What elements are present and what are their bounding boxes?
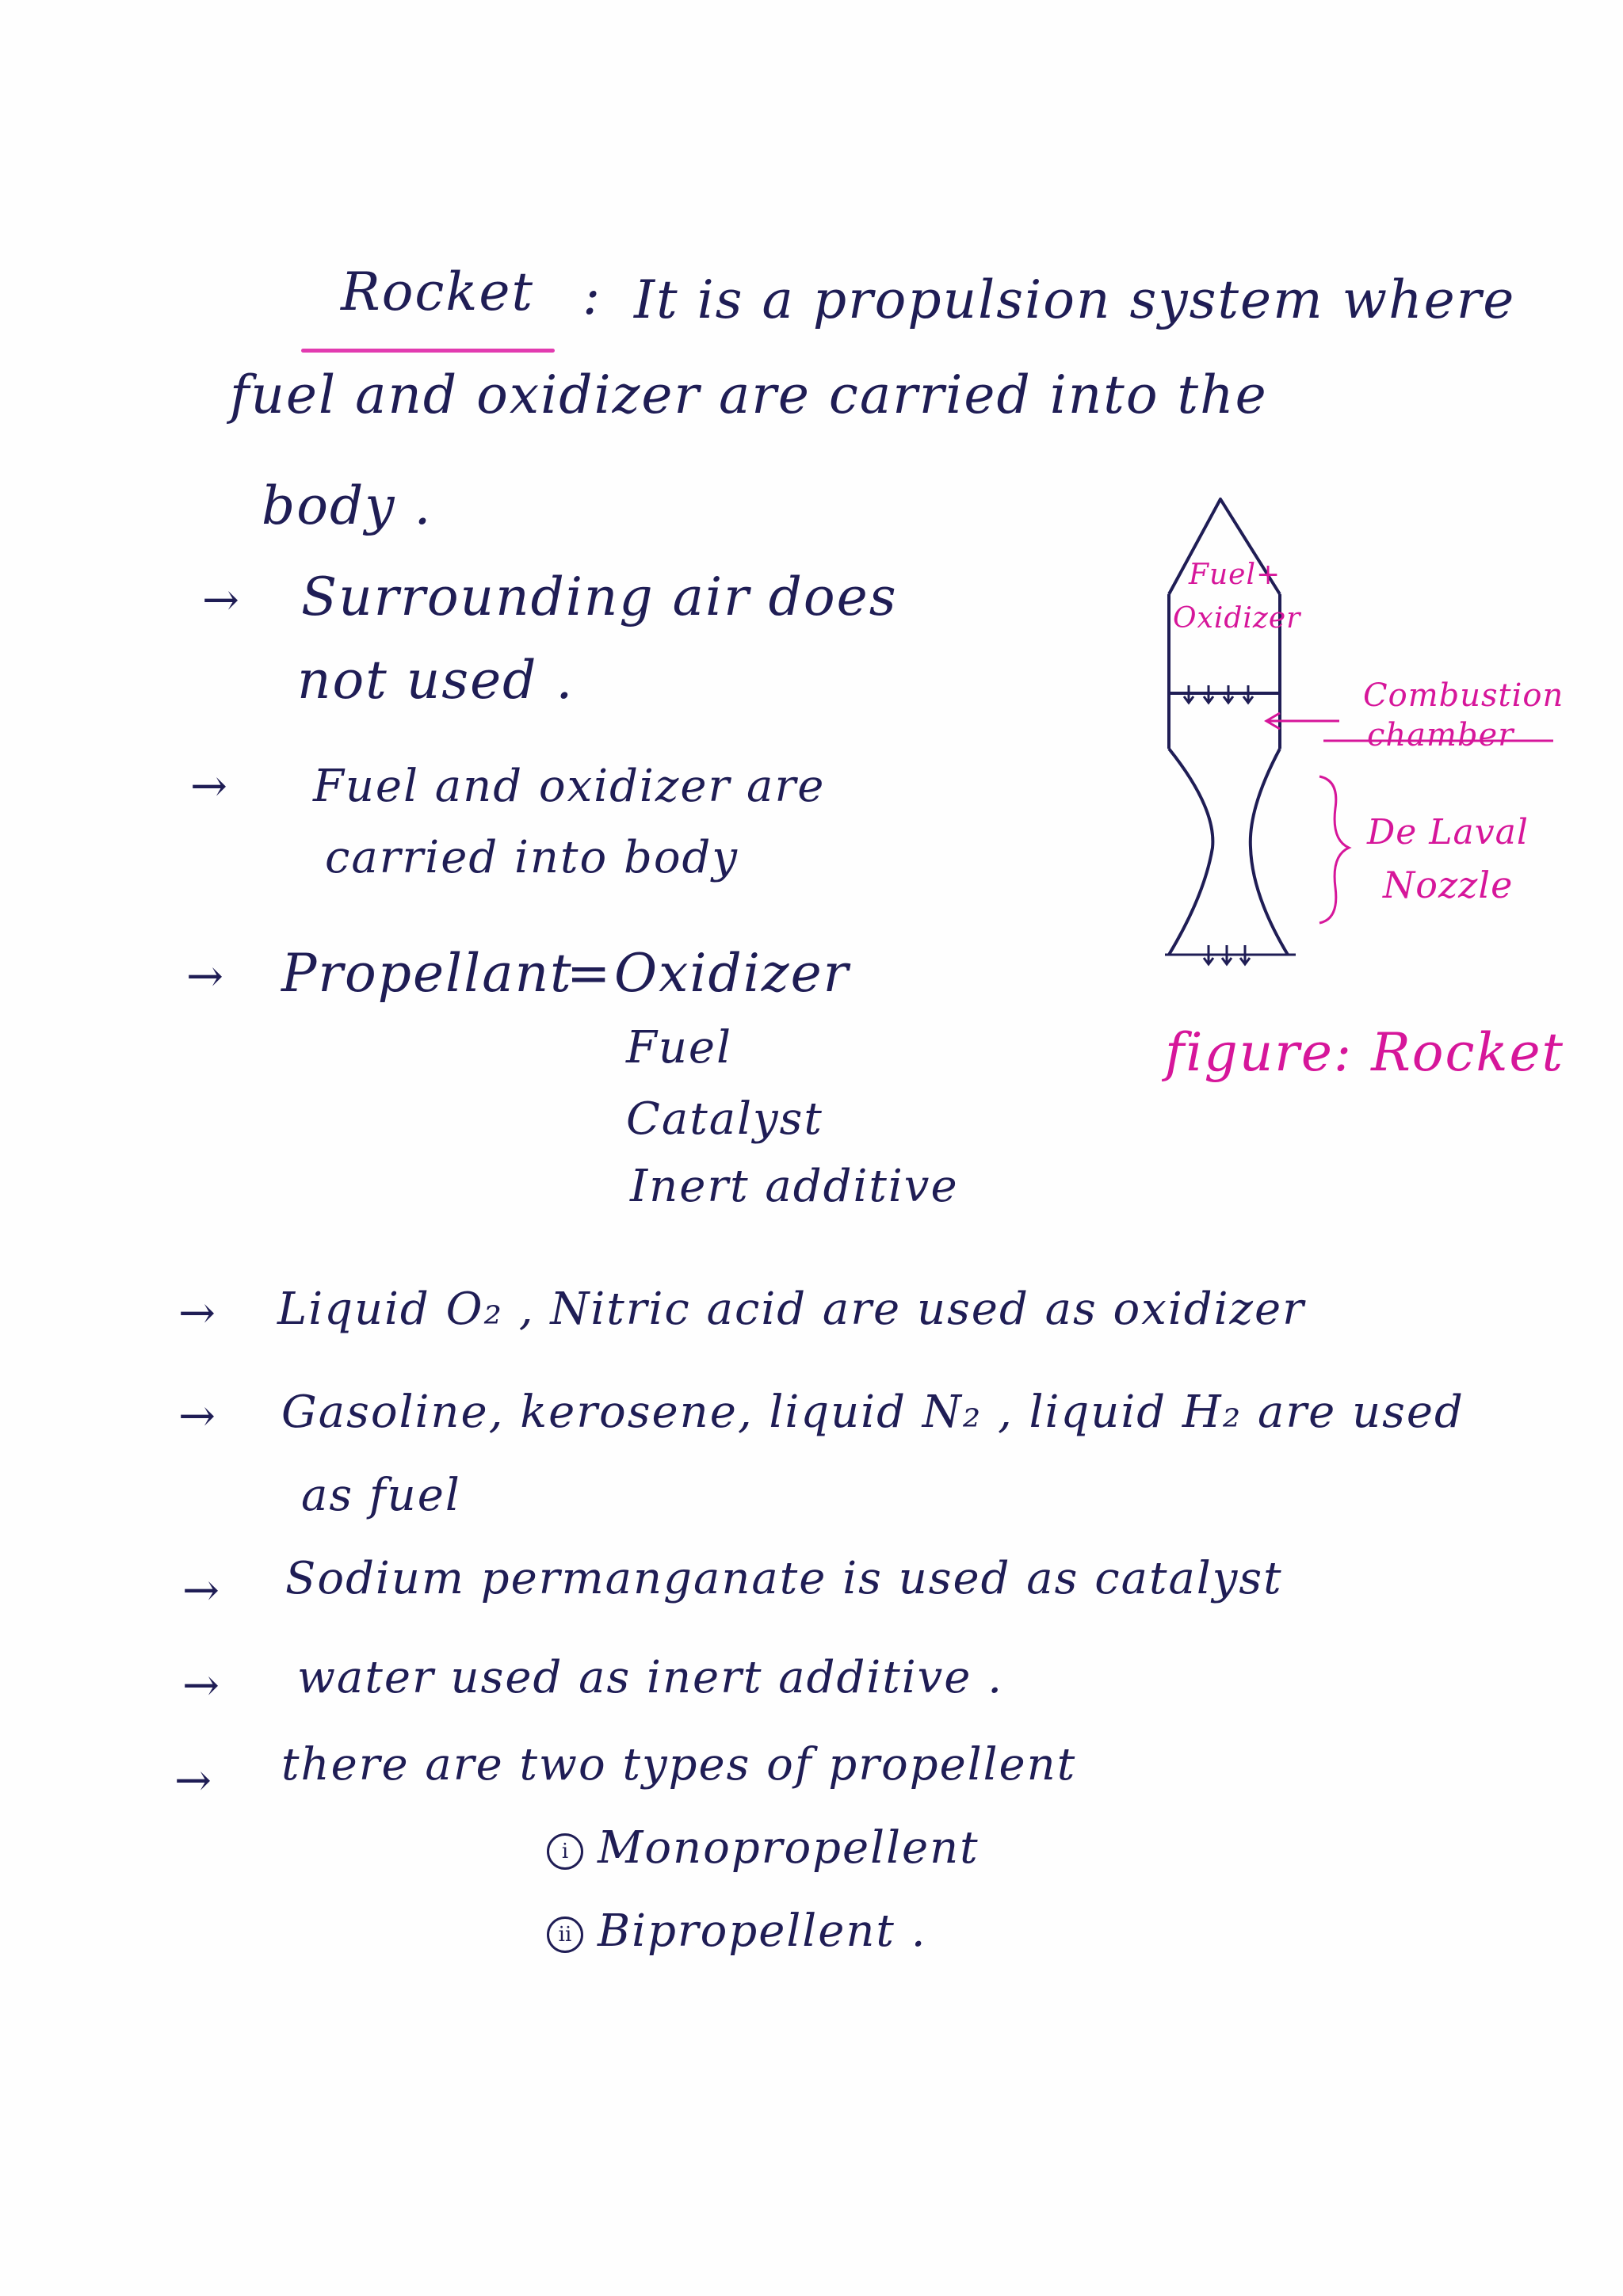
note-2-text: Gasoline, kerosene, liquid N₂ , liquid H₂ are used [281, 1386, 1465, 1438]
note-5-arrow: → [174, 1755, 213, 1806]
definition-term: Rocket [341, 261, 534, 322]
definition-line-2: fuel and oxidizer are carried into the [230, 364, 1268, 425]
point-1-line-2: not used . [297, 650, 575, 711]
point-1-arrow: → [202, 574, 241, 626]
nozzle-label-line-2: Nozzle [1383, 864, 1514, 906]
point-2-arrow: → [190, 761, 229, 812]
combustion-label-line-2: chamber [1367, 717, 1514, 753]
nozzle-right-wall [1251, 749, 1288, 955]
propellant-item-fuel: Fuel [626, 1022, 732, 1074]
point-2-line-1: Fuel and oxidizer are [313, 761, 826, 812]
note-2-arrow: → [178, 1390, 217, 1442]
note-3-text: Sodium permanganate is used as catalyst [285, 1553, 1283, 1604]
propellant-item-inert: Inert additive [630, 1161, 959, 1212]
point-1-line-1: Surrounding air does [301, 566, 898, 627]
type-1-text: Monopropellent [598, 1822, 980, 1874]
note-1-text: Liquid O₂ , Nitric acid are used as oxidizer [277, 1283, 1305, 1335]
propellant-item-catalyst: Catalyst [626, 1093, 823, 1145]
type-2-text: Bipropellent . [598, 1905, 927, 1957]
propellant-equals: = [567, 943, 613, 1004]
type-1-number: i [547, 1833, 583, 1870]
definition-line-3: body . [262, 475, 433, 536]
propellant-arrow: → [186, 951, 225, 1002]
chamber-label-line-2: Oxidizer [1173, 602, 1301, 635]
definition-term-underline [301, 349, 555, 353]
note-4-text: water used as inert additive . [297, 1652, 1004, 1703]
note-2-text-continued: as fuel [301, 1470, 461, 1521]
nozzle-label-line-1: De Laval [1367, 812, 1529, 852]
nozzle-brace [1319, 776, 1349, 923]
rocket-diagram [1141, 475, 1585, 982]
propellant-item-oxidizer: Oxidizer [614, 943, 850, 1004]
type-2 [547, 1905, 927, 1957]
figure-caption: figure: Rocket [1165, 1022, 1565, 1083]
definition-colon: : [582, 265, 602, 326]
point-2-line-2: carried into body [325, 832, 739, 883]
type-1 [547, 1822, 980, 1874]
chamber-label-line-1: Fuel+ [1189, 559, 1281, 591]
note-5-text: there are two types of propellent [281, 1739, 1077, 1791]
note-4-arrow: → [182, 1660, 221, 1711]
propellant-label: Propellant [281, 943, 573, 1004]
nozzle-left-wall [1169, 749, 1212, 955]
note-3-arrow: → [182, 1565, 221, 1616]
type-2-number: ii [547, 1917, 583, 1953]
combustion-label-line-1: Combustion [1363, 677, 1564, 714]
note-1-arrow: → [178, 1287, 217, 1339]
definition-line-1: It is a propulsion system where [634, 269, 1516, 330]
